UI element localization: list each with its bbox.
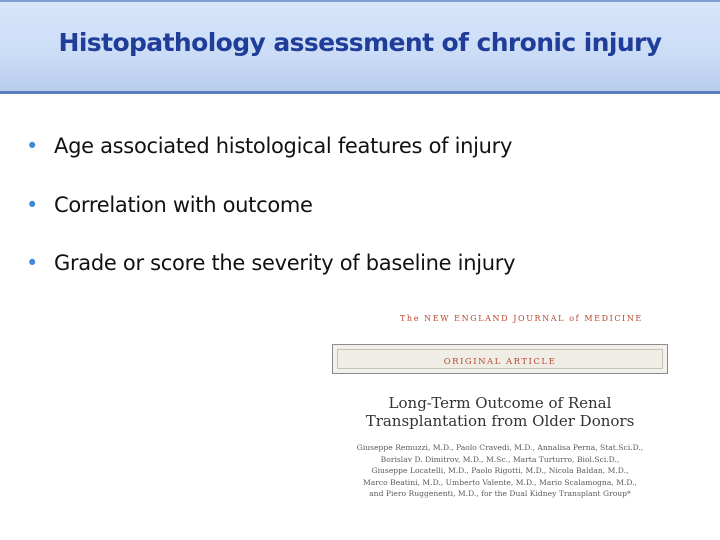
author-line: Marco Beatini, M.D., Umberto Valente, M.D., Mario Scalamogna, M.D., xyxy=(362,477,638,487)
slide-title: Histopathology assessment of chronic injury xyxy=(58,28,662,57)
bullet-item xyxy=(26,134,706,164)
bullet-list xyxy=(26,134,706,310)
bullet-text: Age associated histological features of injury xyxy=(54,134,513,158)
section-label: ORIGINAL ARTICLE xyxy=(443,357,557,367)
author-line: and Piero Ruggenenti, M.D., for the Dual Kidney Transplant Group* xyxy=(369,489,631,498)
article-clipping xyxy=(332,310,688,510)
bullet-marker: • xyxy=(26,192,39,217)
section-banner xyxy=(332,344,668,374)
section-banner-inner xyxy=(337,349,663,369)
bullet-marker: • xyxy=(26,134,39,158)
author-line: Giuseppe Locatelli, M.D., Paolo Rigotti, M.D., Nicola Baldan, M.D., xyxy=(371,466,629,475)
author-list xyxy=(336,442,664,500)
article-title-line: Long-Term Outcome of Renal xyxy=(388,394,612,412)
journal-masthead: The NEW ENGLAND JOURNAL of MEDICINE xyxy=(400,314,643,323)
article-title-line: Transplantation from Older Donors xyxy=(365,412,635,430)
bullet-text: Correlation with outcome xyxy=(54,192,313,217)
author-line: Borislav D. Dimitrov, M.D., M.Sc., Marta Turturro, Biol.Sci.D., xyxy=(380,454,620,464)
bullet-marker: • xyxy=(26,251,39,275)
bullet-item xyxy=(26,193,706,223)
title-bar xyxy=(0,0,720,94)
bullet-item xyxy=(26,251,706,281)
bullet-text: Grade or score the severity of baseline injury xyxy=(54,251,516,275)
article-title xyxy=(332,394,668,430)
author-line: Giuseppe Remuzzi, M.D., Paolo Cravedi, M.D., Annalisa Perna, Stat.Sci.D., xyxy=(356,443,644,452)
